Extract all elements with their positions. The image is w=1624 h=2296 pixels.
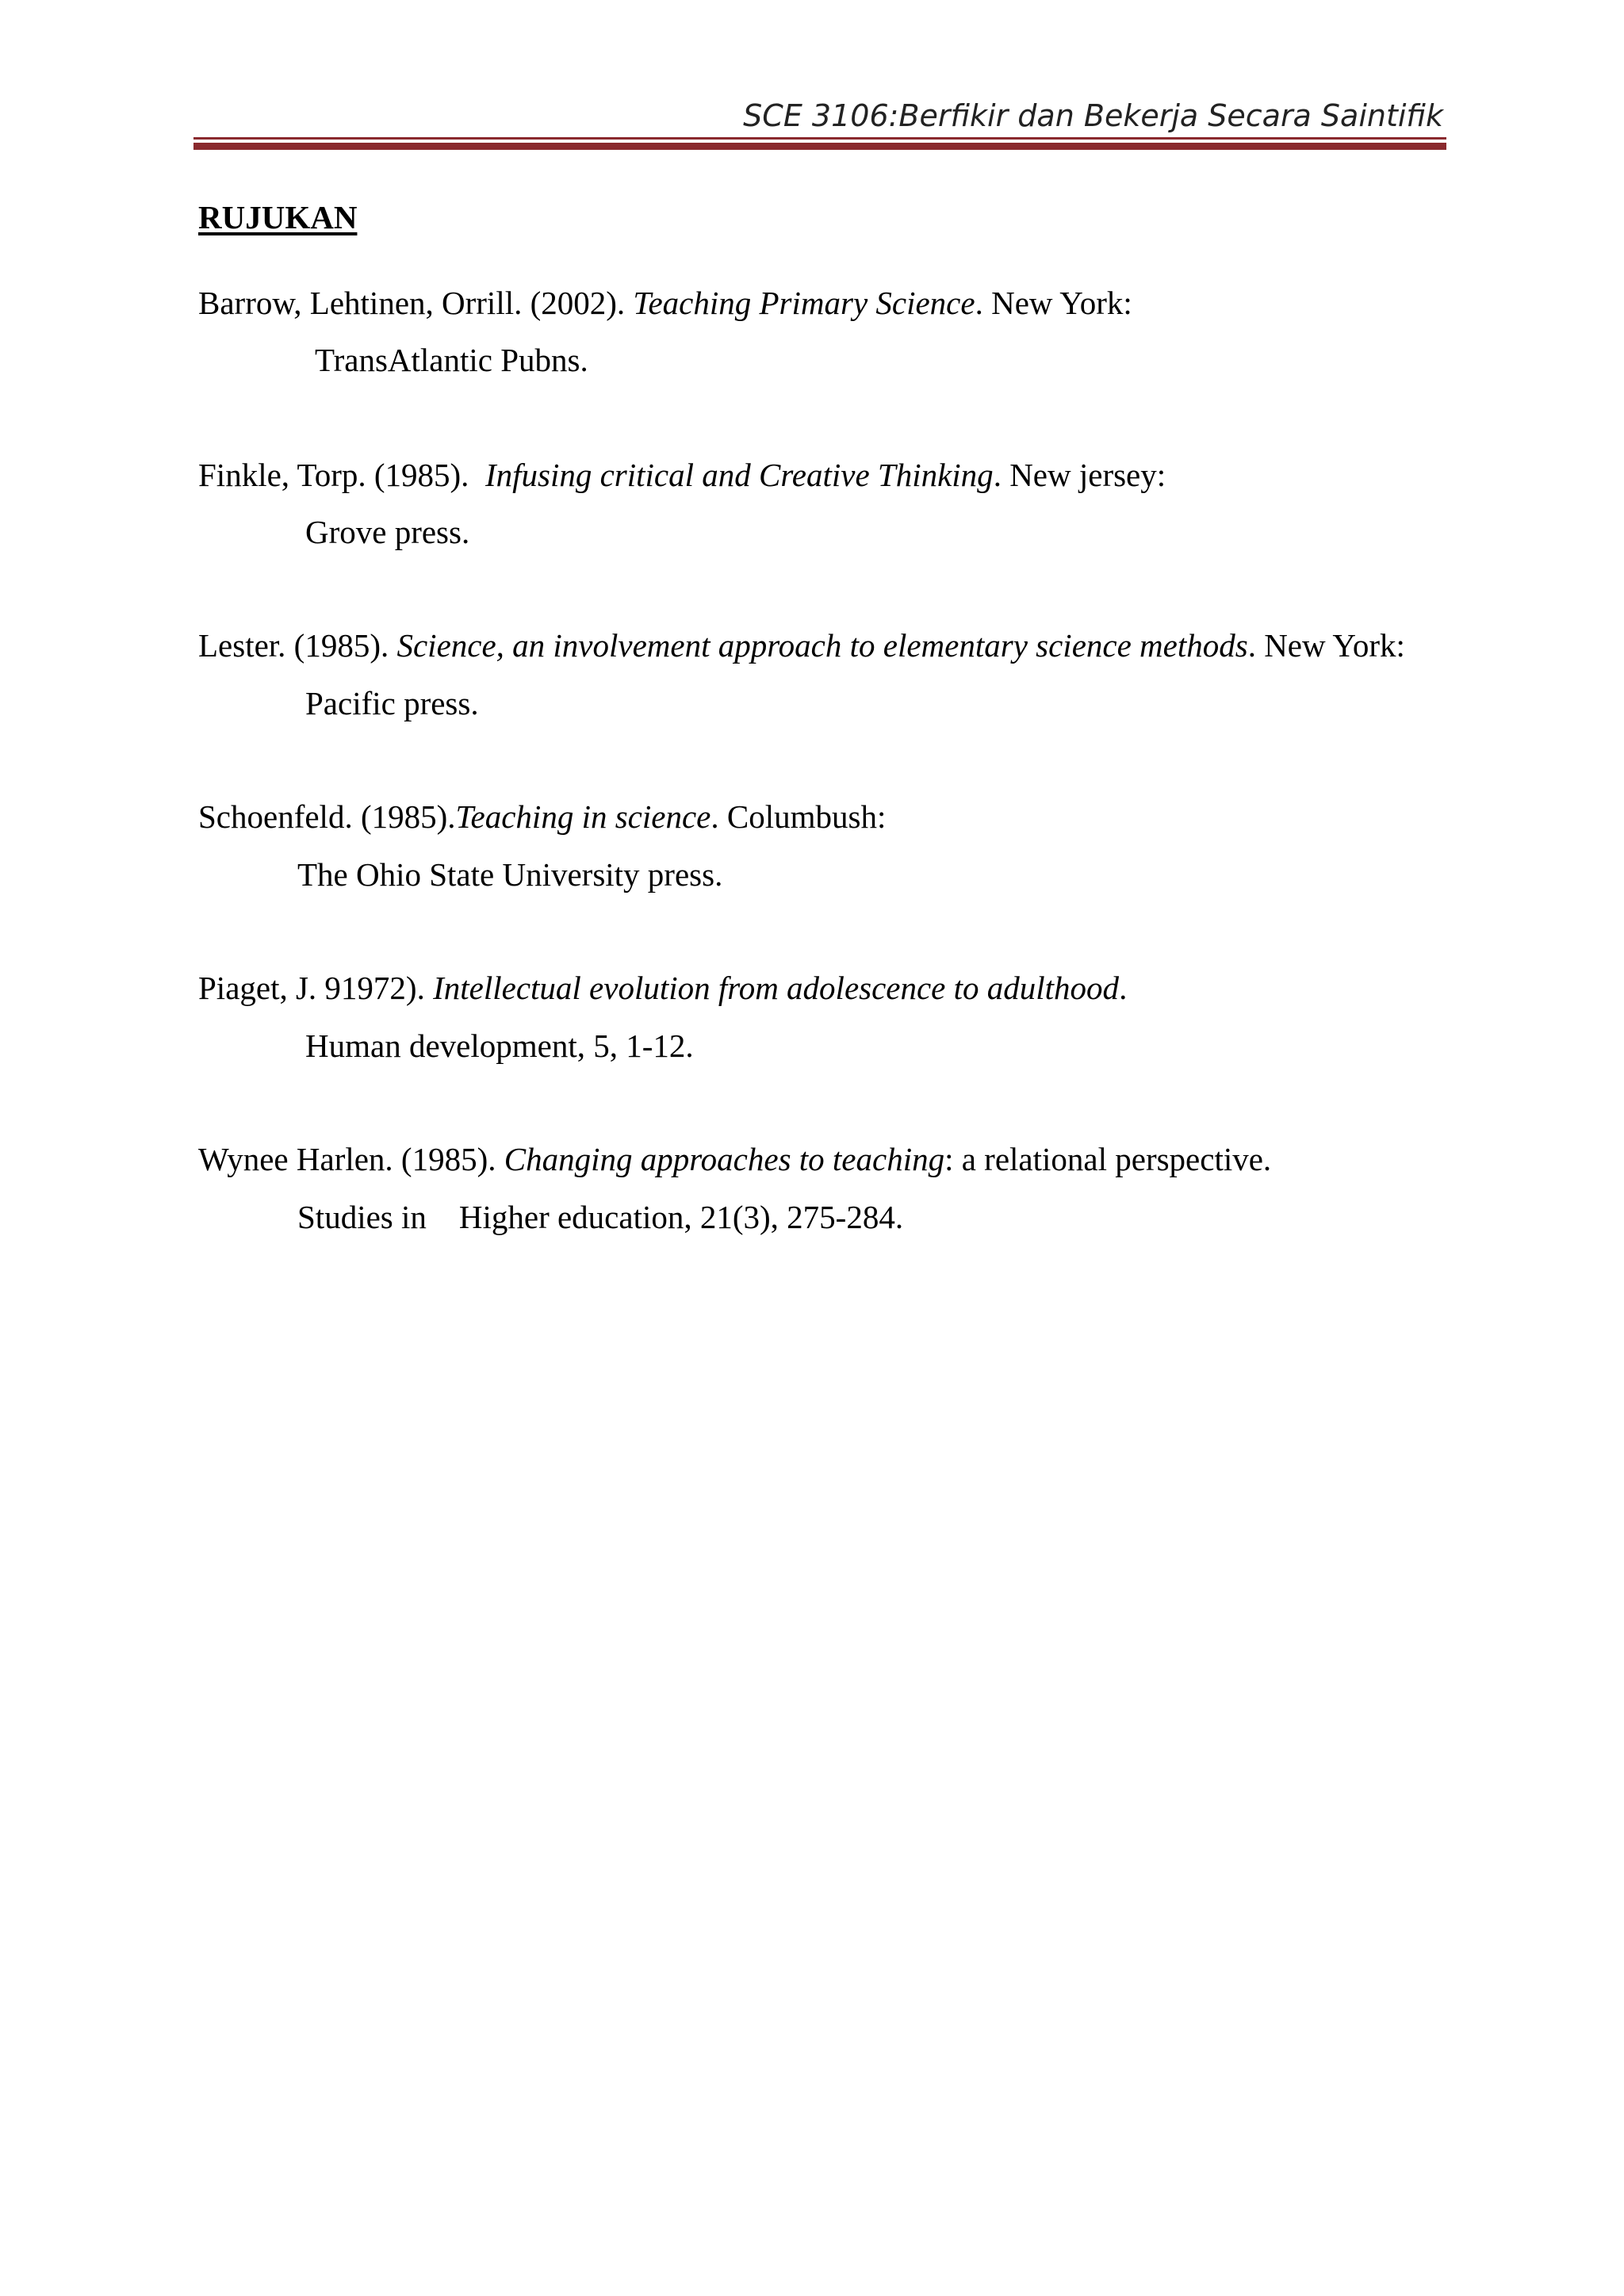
reference-5-place: . xyxy=(1119,970,1128,1006)
reference-3-authors: Lester. (1985). xyxy=(198,627,397,664)
reference-2-place: . New jersey: xyxy=(993,457,1166,493)
reference-1-authors: Barrow, Lehtinen, Orrill. (2002). xyxy=(198,285,634,321)
reference-4-line-2: The Ohio State University press. xyxy=(297,856,723,893)
reference-4-line-1 xyxy=(198,793,886,840)
reference-6-line-2: Studies in Higher education, 21(3), 275-284. xyxy=(297,1199,904,1235)
header-rule-thick xyxy=(193,143,1446,150)
reference-3-place: . New York: xyxy=(1247,627,1405,664)
reference-5-line-1 xyxy=(198,964,1127,1012)
reference-2-authors: Finkle, Torp. (1985). xyxy=(198,457,485,493)
reference-6-title: Changing approaches to teaching xyxy=(504,1141,945,1177)
header-course-title: SCE 3106:Berfikir dan Bekerja Secara Saintifik xyxy=(743,98,1443,133)
reference-4-authors: Schoenfeld. (1985). xyxy=(198,798,456,835)
reference-4-title: Teaching in science xyxy=(455,798,711,835)
reference-2-title: Infusing critical and Creative Thinking xyxy=(485,457,994,493)
reference-1-line-2: TransAtlantic Pubns. xyxy=(315,342,588,378)
section-heading: RUJUKAN xyxy=(198,199,358,235)
reference-3-line-2: Pacific press. xyxy=(305,685,479,721)
reference-5-title: Intellectual evolution from adolescence to adulthood xyxy=(433,970,1120,1006)
reference-5-authors: Piaget, J. 91972). xyxy=(198,970,434,1006)
reference-1-line-1 xyxy=(198,279,1132,327)
reference-1-place: . New York: xyxy=(975,285,1132,321)
reference-6-line-1 xyxy=(198,1135,1271,1183)
reference-3-title: Science, an involvement approach to elementary science methods xyxy=(396,627,1248,664)
reference-1-title: Teaching Primary Science xyxy=(633,285,975,321)
reference-5-line-2: Human development, 5, 1-12. xyxy=(305,1027,694,1064)
header-rule-thin xyxy=(193,137,1446,140)
reference-2-line-2: Grove press. xyxy=(305,514,470,550)
reference-4-place: . Columbush: xyxy=(710,798,887,835)
reference-6-authors: Wynee Harlen. (1985). xyxy=(198,1141,504,1177)
reference-3-line-1 xyxy=(198,622,1405,669)
reference-2-line-1 xyxy=(198,451,1166,499)
reference-6-place: : a relational perspective. xyxy=(944,1141,1272,1177)
